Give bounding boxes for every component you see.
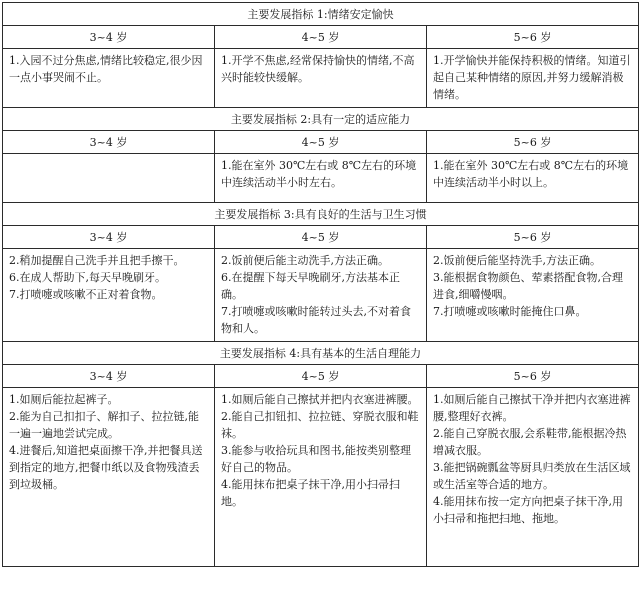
- section-header-row: [3, 342, 639, 365]
- indicator-cell: [215, 49, 427, 108]
- section-header-row: [3, 3, 639, 26]
- content-row: [3, 154, 639, 203]
- indicator-cell: [215, 249, 427, 342]
- indicator-item: 3.能把锅碗瓢盆等厨具归类放在生活区域或生活室等合适的地方。: [433, 461, 631, 491]
- indicator-item: 4.能用抹布把桌子抹干净,用小扫帚扫地。: [221, 478, 400, 508]
- content-row: [3, 388, 639, 567]
- indicator-item: 3.能根据食物颜色、荤素搭配食物,合理进食,细嚼慢咽。: [433, 271, 623, 301]
- indicator-item: 7.打喷嚏或咳嗽时能转过头去,不对着食物和人。: [221, 305, 411, 335]
- indicator-item: 6.在成人帮助下,每天早晚刷牙。: [9, 271, 166, 284]
- section-header-row: [3, 203, 639, 226]
- indicator-item: 2.能为自己扣扣子、解扣子、拉拉链,能一遍一遍地尝试完成。: [9, 410, 199, 440]
- indicator-item: 7.打喷嚏或咳嗽不正对着食物。: [9, 288, 163, 301]
- section-title: 主要发展指标 4:具有基本的生活自理能力: [3, 342, 639, 365]
- age-group-header: 3~4 岁: [3, 365, 215, 388]
- indicator-item: 1.开学愉快并能保持积极的情绪。知道引起自己某种情绪的原因,并努力缓解消极情绪。: [433, 54, 631, 101]
- age-group-header: 5~6 岁: [427, 26, 639, 49]
- age-group-header: 3~4 岁: [3, 26, 215, 49]
- indicator-item: 1.入园不过分焦虑,情绪比较稳定,很少因一点小事哭闹不止。: [9, 54, 203, 84]
- section-title: 主要发展指标 3:具有良好的生活与卫生习惯: [3, 203, 639, 226]
- indicator-cell: [215, 388, 427, 567]
- indicator-cell: [3, 154, 215, 203]
- section-header-row: [3, 108, 639, 131]
- indicator-cell: [3, 388, 215, 567]
- indicator-item: 2.稍加提醒自己洗手并且把手擦干。: [9, 254, 185, 267]
- indicator-cell: [427, 388, 639, 567]
- indicator-cell: [427, 249, 639, 342]
- section-title: 主要发展指标 2:具有一定的适应能力: [3, 108, 639, 131]
- indicator-cell: [427, 49, 639, 108]
- indicator-item: 1.能在室外 30℃左右或 8℃左右的环境中连续活动半小时左右。: [221, 159, 417, 189]
- indicator-item: 2.饭前便后能坚持洗手,方法正确。: [433, 254, 601, 267]
- indicator-cell: [427, 154, 639, 203]
- indicator-item: 1.如厕后能自己擦拭并把内衣塞进裤腰。: [221, 393, 419, 406]
- age-group-header: 4~5 岁: [215, 226, 427, 249]
- age-group-header: 4~5 岁: [215, 131, 427, 154]
- age-group-header: 5~6 岁: [427, 131, 639, 154]
- age-group-header: 3~4 岁: [3, 226, 215, 249]
- indicator-item: 1.开学不焦虑,经常保持愉快的情绪,不高兴时能较快缓解。: [221, 54, 415, 84]
- section-title: 主要发展指标 1:情绪安定愉快: [3, 3, 639, 26]
- indicator-item: 2.能自己扣钮扣、拉拉链、穿脱衣服和鞋袜。: [221, 410, 419, 440]
- indicator-item: 2.饭前便后能主动洗手,方法正确。: [221, 254, 389, 267]
- development-indicators-table: [2, 2, 639, 567]
- age-header-row: [3, 26, 639, 49]
- age-header-row: [3, 365, 639, 388]
- indicator-item: 2.能自己穿脱衣服,会系鞋带,能根据冷热增减衣服。: [433, 427, 627, 457]
- age-header-row: [3, 131, 639, 154]
- age-group-header: 4~5 岁: [215, 365, 427, 388]
- age-group-header: 5~6 岁: [427, 226, 639, 249]
- age-group-header: 5~6 岁: [427, 365, 639, 388]
- indicator-cell: [215, 154, 427, 203]
- content-row: [3, 49, 639, 108]
- indicator-item: 7.打喷嚏或咳嗽时能掩住口鼻。: [433, 305, 587, 318]
- age-group-header: 3~4 岁: [3, 131, 215, 154]
- indicator-cell: [3, 49, 215, 108]
- indicator-cell: [3, 249, 215, 342]
- age-group-header: 4~5 岁: [215, 26, 427, 49]
- indicator-item: 3.能参与收拾玩具和图书,能按类别整理好自己的物品。: [221, 444, 411, 474]
- indicator-item: 6.在提醒下每天早晚刷牙,方法基本正确。: [221, 271, 400, 301]
- age-header-row: [3, 226, 639, 249]
- indicator-item: 1.能在室外 30℃左右或 8℃左右的环境中连续活动半小时以上。: [433, 159, 629, 189]
- indicator-item: 4.能用抹布按一定方向把桌子抹干净,用小扫帚和拖把扫地、拖地。: [433, 495, 623, 525]
- indicator-item: 1.如厕后能自己擦拭干净并把内衣塞进裤腰,整理好衣裤。: [433, 393, 631, 423]
- indicator-item: 4.进餐后,知道把桌面擦干净,并把餐具送到指定的地方,把餐巾纸以及食物残渣丢到垃圾桶。: [9, 444, 203, 491]
- content-row: [3, 249, 639, 342]
- indicator-item: 1.如厕后能拉起裤子。: [9, 393, 119, 406]
